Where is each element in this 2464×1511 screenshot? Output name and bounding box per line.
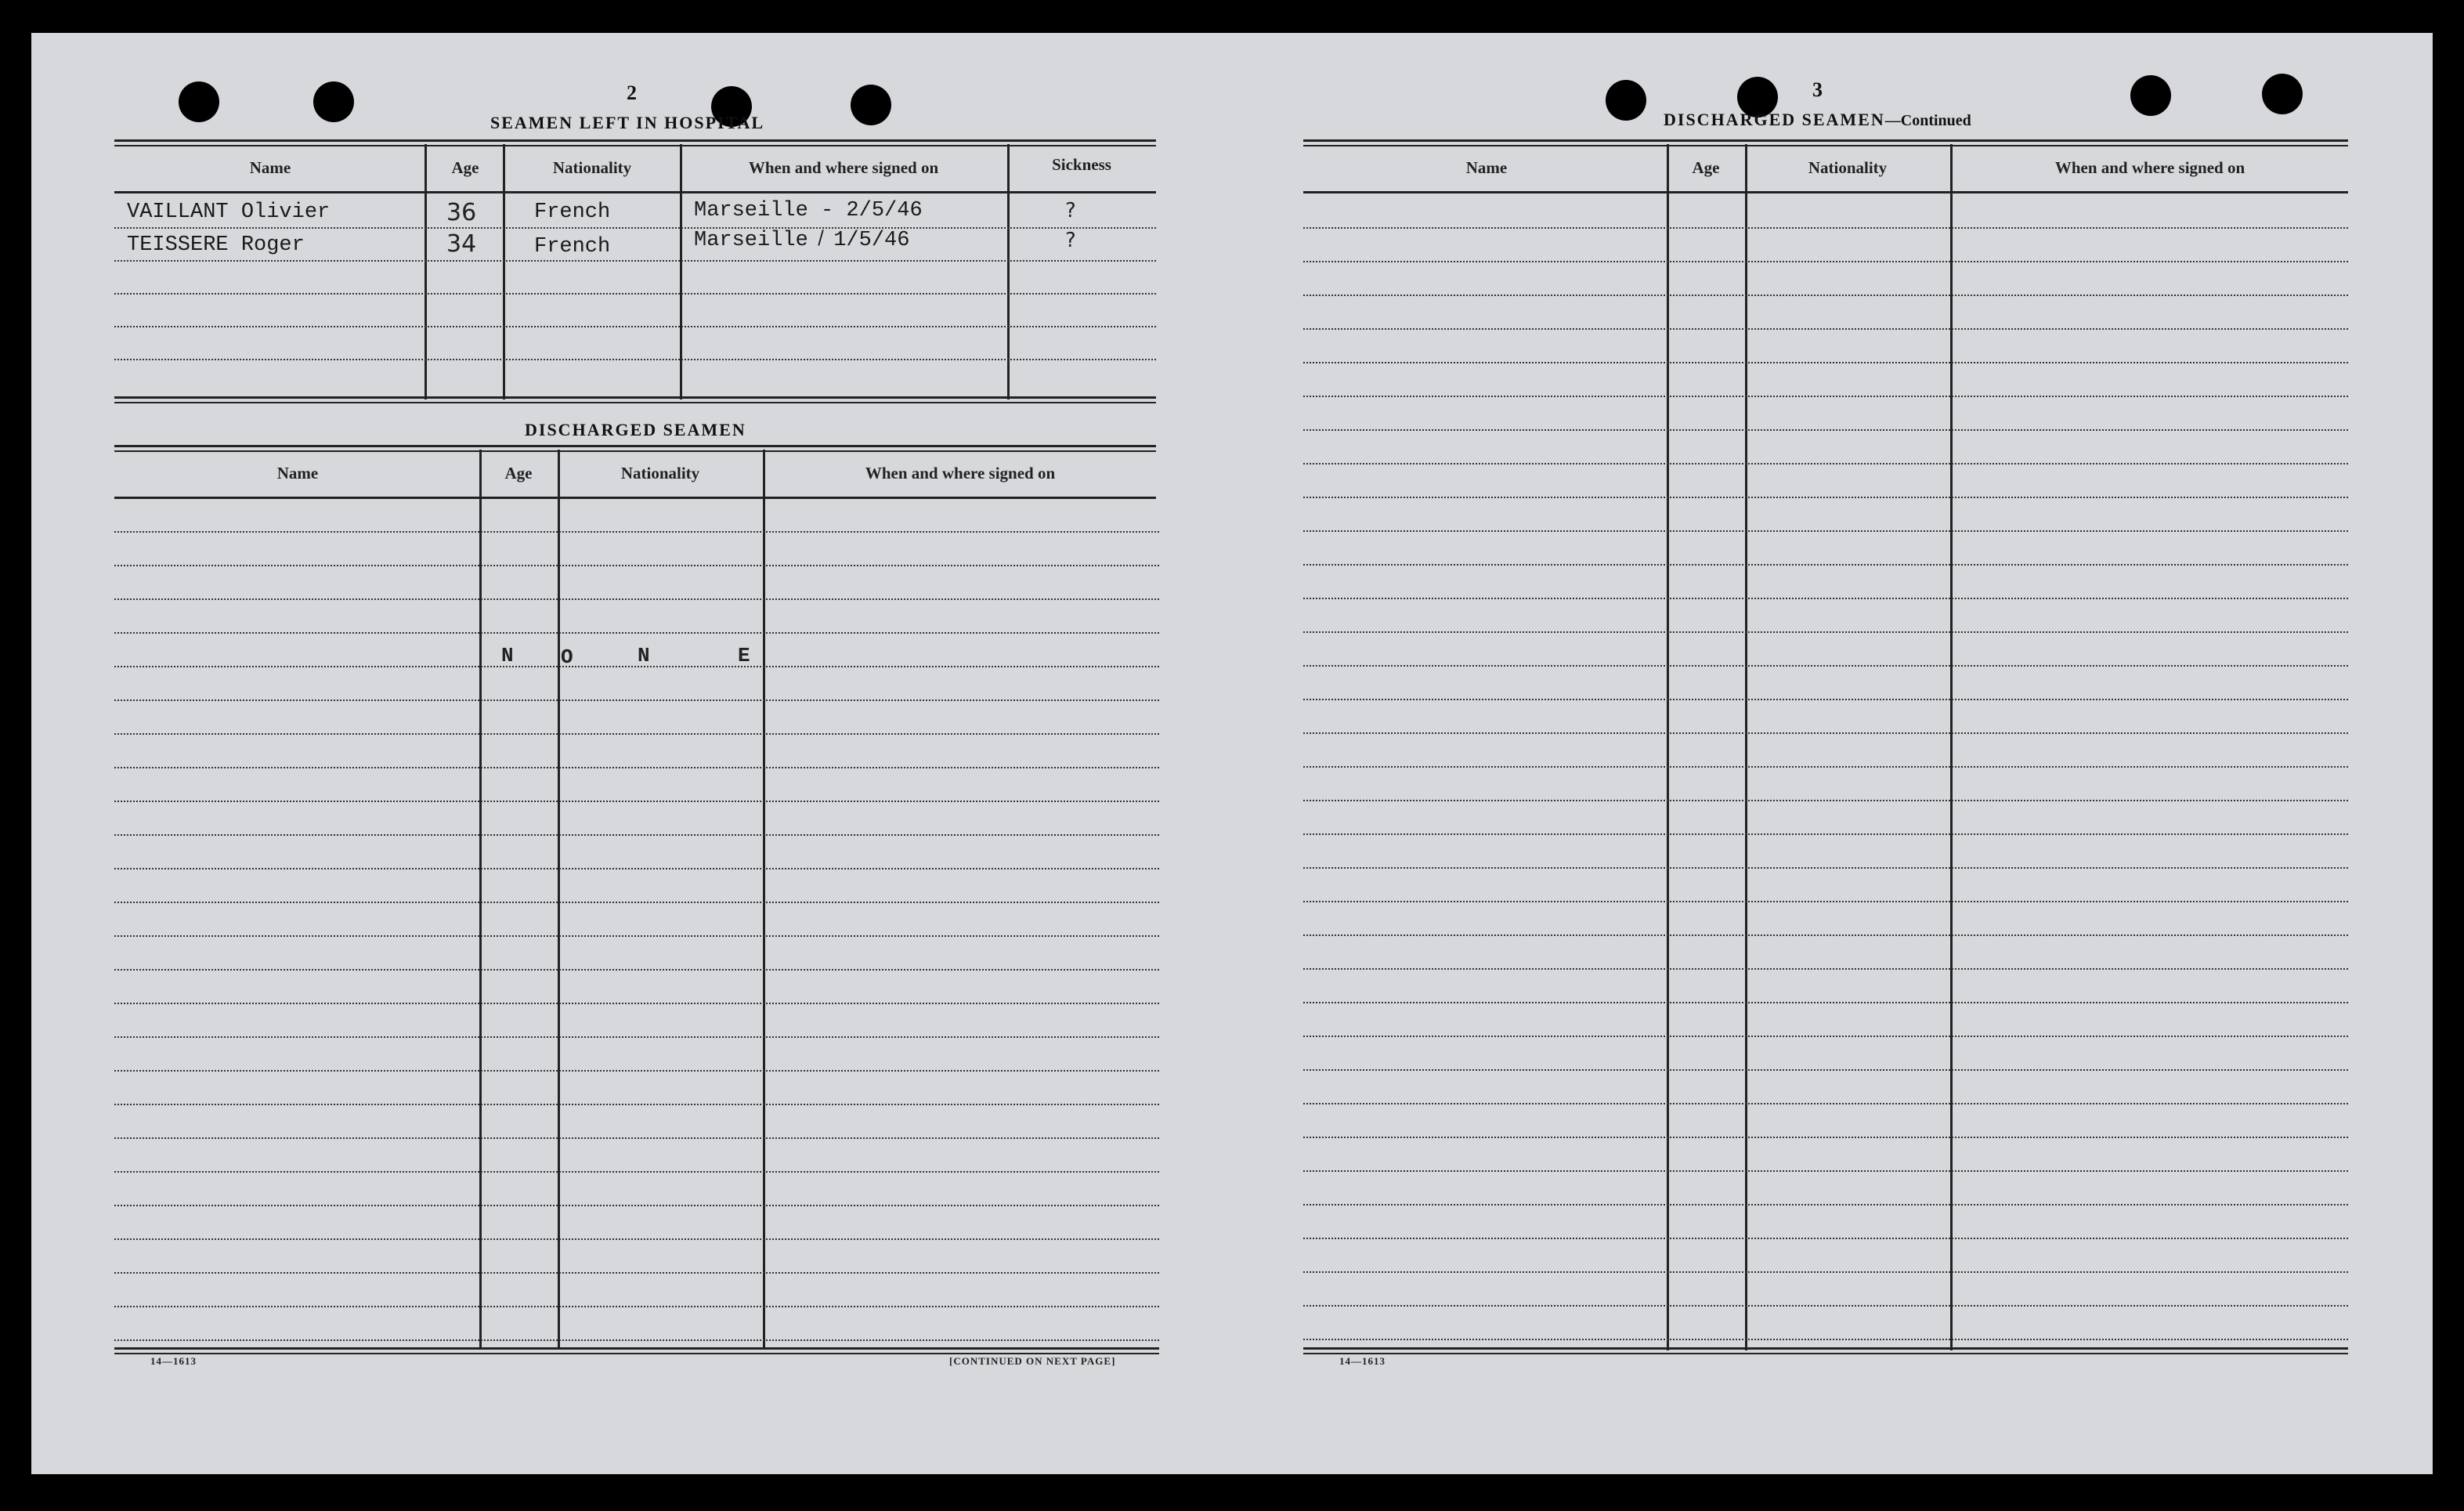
ledger-row-line — [114, 531, 1159, 533]
ledger-row-line — [1303, 1170, 2348, 1172]
ledger-row-line — [1303, 328, 2348, 330]
ledger-row-line — [1303, 665, 2348, 667]
ledger-row-line — [1303, 766, 2348, 768]
ledger-row-line — [1303, 1002, 2348, 1003]
ledger-row-line — [114, 598, 1159, 600]
hospital-header-name: Name — [249, 158, 291, 177]
ledger-row-line — [1303, 1339, 2348, 1340]
ledger-row-line — [114, 767, 1159, 768]
ledger-row-line — [114, 1238, 1159, 1240]
discharged-col-divider-1 — [479, 450, 482, 1349]
ledger-row-line — [1303, 598, 2348, 599]
discharged-header-rule — [114, 497, 1156, 499]
ledger-row-line — [1303, 699, 2348, 700]
ledger-row-line — [1303, 833, 2348, 835]
hospital-row-1-nationality: French — [534, 201, 611, 224]
right-header-age: Age — [1692, 158, 1720, 177]
ledger-row-line — [114, 1104, 1159, 1105]
ledger-row-line — [114, 902, 1159, 903]
right-bottom-rule — [1303, 1347, 2348, 1354]
ledger-row-line — [1303, 362, 2348, 363]
left-form-number: 14—1613 — [150, 1355, 197, 1367]
ledger-row-line — [1303, 261, 2348, 262]
discharged-header-signed-on: When and where signed on — [865, 464, 1056, 483]
ledger-row-line — [114, 1339, 1159, 1341]
discharged-col-divider-3 — [763, 450, 765, 1349]
hospital-row-1-signed-on: Marseille - 2/5/46 — [694, 199, 923, 222]
right-title-suffix: —Continued — [1884, 112, 1971, 129]
ledger-row-line — [1303, 867, 2348, 869]
hospital-col-divider-4 — [1007, 144, 1010, 399]
right-page-number: 3 — [1812, 78, 1823, 101]
ledger-row-line — [114, 1272, 1159, 1274]
ledger-row-line — [114, 969, 1159, 971]
ledger-row-line — [114, 699, 1159, 701]
ledger-row-line — [1303, 497, 2348, 498]
ledger-row-line — [1303, 530, 2348, 532]
ledger-row-line — [1303, 934, 2348, 936]
ledger-row-line — [1303, 1103, 2348, 1104]
ledger-row-line — [114, 1137, 1159, 1139]
hospital-row-line — [114, 326, 1156, 327]
hospital-row-2-signed-on: Marseille ̸ 1/5/46 — [694, 229, 910, 252]
right-header-name: Name — [1465, 158, 1508, 177]
hospital-header-sickness: Sickness — [1052, 155, 1111, 174]
ledger-row-line — [1303, 631, 2348, 633]
ledger-row-line — [1303, 396, 2348, 397]
punch-hole-1 — [179, 81, 219, 122]
right-top-rule — [1303, 139, 2348, 146]
right-form-number: 14—1613 — [1339, 1355, 1386, 1367]
hospital-col-divider-2 — [503, 144, 505, 399]
right-header-rule — [1303, 191, 2348, 193]
ledger-row-line — [1303, 1204, 2348, 1206]
ledger-row-line — [114, 1171, 1159, 1173]
hospital-col-divider-3 — [680, 144, 682, 399]
ledger-row-line — [1303, 463, 2348, 465]
right-col-divider-1 — [1667, 144, 1669, 1350]
hospital-header-rule — [114, 191, 1156, 193]
hospital-row-line — [114, 227, 1156, 229]
ledger-row-line — [1303, 800, 2348, 801]
hospital-row-2-sickness: ? — [1065, 229, 1076, 252]
punch-hole-4 — [851, 85, 891, 125]
ledger-row-line — [1303, 1305, 2348, 1307]
ledger-row-line — [1303, 1137, 2348, 1138]
right-page-title — [1664, 110, 1971, 130]
hospital-row-line — [114, 293, 1156, 295]
punch-hole-5 — [1606, 80, 1646, 121]
ledger-row-line — [1303, 1238, 2348, 1239]
continued-note: [CONTINUED ON NEXT PAGE] — [949, 1355, 1116, 1367]
none-letter-e: E — [738, 644, 750, 667]
document-sheet — [31, 33, 2433, 1474]
ledger-row-line — [114, 1003, 1159, 1004]
right-header-nationality: Nationality — [1808, 158, 1888, 177]
right-header-signed-on: When and where signed on — [2054, 158, 2245, 177]
ledger-row-line — [1303, 1069, 2348, 1071]
ledger-row-line — [114, 733, 1159, 735]
discharged-header-nationality: Nationality — [620, 464, 700, 483]
ledger-row-line — [1303, 732, 2348, 734]
hospital-header-nationality: Nationality — [552, 158, 632, 177]
ledger-row-line — [1303, 564, 2348, 566]
ledger-row-line — [114, 666, 1159, 667]
discharged-col-divider-2 — [558, 450, 560, 1349]
punch-hole-2 — [313, 81, 354, 122]
hospital-section-title: SEAMEN LEFT IN HOSPITAL — [490, 113, 765, 132]
ledger-row-line — [114, 1070, 1159, 1072]
punch-hole-7 — [2130, 75, 2171, 116]
ledger-row-line — [114, 1306, 1159, 1307]
none-letter-n2: N — [638, 644, 650, 667]
ledger-row-line — [114, 868, 1159, 869]
ledger-row-line — [114, 1036, 1159, 1038]
hospital-row-line — [114, 260, 1156, 262]
hospital-row-1-sickness: ? — [1065, 199, 1076, 222]
ledger-row-line — [1303, 227, 2348, 229]
hospital-row-2-name: TEISSERE Roger — [127, 233, 305, 257]
none-letter-n1: N — [501, 644, 514, 667]
discharged-top-rule — [114, 445, 1156, 452]
right-title-main: DISCHARGED SEAMEN — [1664, 110, 1885, 129]
discharged-header-age: Age — [504, 464, 533, 483]
right-col-divider-2 — [1745, 144, 1747, 1350]
none-letter-o: O — [561, 645, 573, 669]
hospital-header-signed-on: When and where signed on — [748, 158, 939, 177]
hospital-row-2-age: 34 — [446, 230, 477, 258]
ledger-row-line — [1303, 1036, 2348, 1037]
ledger-row-line — [1303, 295, 2348, 296]
left-bottom-rule — [114, 1347, 1159, 1354]
right-col-divider-3 — [1950, 144, 1953, 1350]
ledger-row-line — [114, 1205, 1159, 1206]
ledger-row-line — [114, 632, 1159, 634]
ledger-row-line — [114, 565, 1159, 566]
hospital-row-line — [114, 359, 1156, 360]
hospital-row-1-name: VAILLANT Olivier — [127, 201, 331, 224]
discharged-header-name: Name — [276, 464, 319, 483]
discharged-section-title: DISCHARGED SEAMEN — [525, 420, 746, 439]
hospital-row-1-age: 36 — [446, 199, 477, 226]
left-page-number: 2 — [627, 81, 637, 104]
hospital-row-2-nationality: French — [534, 235, 611, 258]
ledger-row-line — [1303, 968, 2348, 970]
ledger-row-line — [1303, 1271, 2348, 1273]
ledger-row-line — [1303, 429, 2348, 431]
ledger-row-line — [114, 935, 1159, 937]
punch-hole-8 — [2262, 74, 2303, 114]
hospital-top-rule — [114, 139, 1156, 146]
hospital-header-age: Age — [451, 158, 479, 177]
ledger-row-line — [114, 834, 1159, 836]
hospital-col-divider-1 — [425, 144, 427, 399]
ledger-row-line — [1303, 901, 2348, 902]
hospital-bottom-rule — [114, 396, 1156, 403]
ledger-row-line — [114, 801, 1159, 802]
